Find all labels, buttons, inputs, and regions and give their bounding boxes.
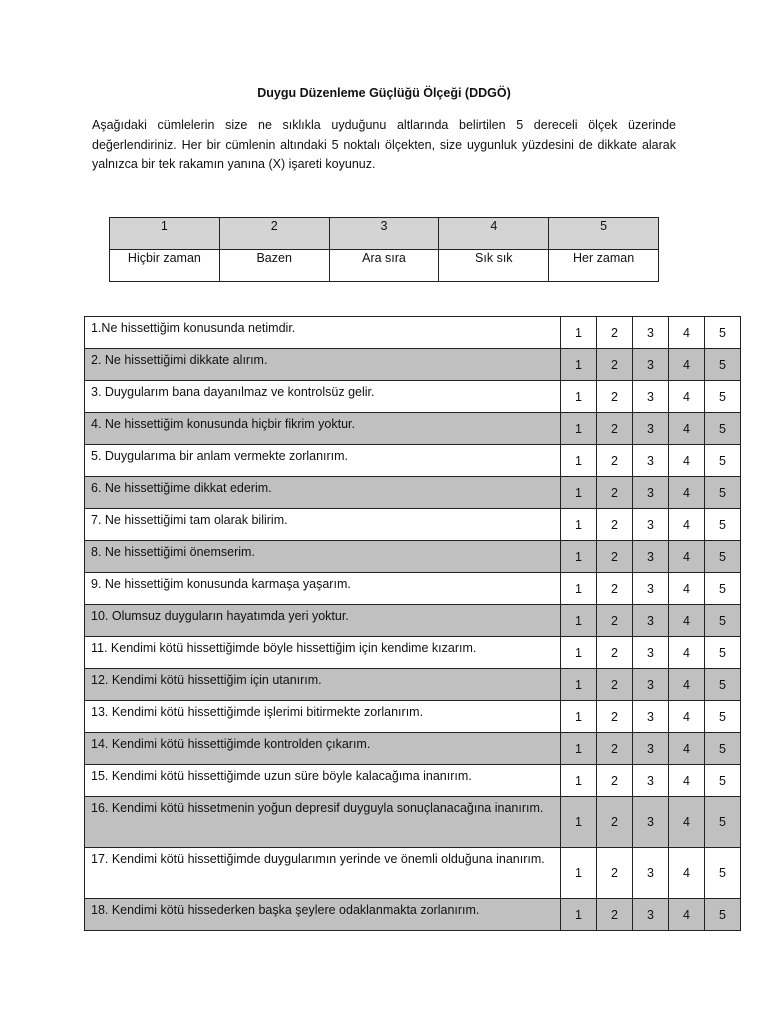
scale-number: 1 bbox=[110, 218, 220, 250]
rating-option[interactable]: 5 bbox=[705, 573, 741, 605]
item-text: 15. Kendimi kötü hissettiğimde uzun süre böyle kalacağıma inanırım. bbox=[85, 765, 561, 797]
rating-option[interactable]: 1 bbox=[561, 541, 597, 573]
rating-option[interactable]: 2 bbox=[597, 573, 633, 605]
item-text: 3. Duygularım bana dayanılmaz ve kontrolsüz gelir. bbox=[85, 381, 561, 413]
table-row bbox=[85, 669, 741, 701]
rating-option[interactable]: 1 bbox=[561, 445, 597, 477]
rating-option[interactable]: 3 bbox=[633, 381, 669, 413]
scale-label: Sık sık bbox=[439, 250, 549, 282]
item-text: 4. Ne hissettiğim konusunda hiçbir fikrim yoktur. bbox=[85, 413, 561, 445]
item-text: 13. Kendimi kötü hissettiğimde işlerimi bitirmekte zorlanırım. bbox=[85, 701, 561, 733]
rating-option[interactable]: 2 bbox=[597, 701, 633, 733]
rating-option[interactable]: 4 bbox=[669, 381, 705, 413]
item-text: 8. Ne hissettiğimi önemserim. bbox=[85, 541, 561, 573]
rating-option[interactable]: 2 bbox=[597, 797, 633, 848]
rating-option[interactable]: 2 bbox=[597, 381, 633, 413]
item-text: 5. Duygularıma bir anlam vermekte zorlanırım. bbox=[85, 445, 561, 477]
rating-option[interactable]: 1 bbox=[561, 701, 597, 733]
rating-option[interactable]: 2 bbox=[597, 637, 633, 669]
table-row bbox=[85, 637, 741, 669]
instructions: Aşağıdaki cümlelerin size ne sıklıkla uyduğunu altlarında belirtilen 5 dereceli ölçek üzerinde değerlendiriniz. Her bir cümlenin altındaki 5 noktalı ölçekten, size uygunluk yüzdesini de dikkate alarak yalnızca bir tek rakamın yanına (X) işareti koyunuz. bbox=[92, 118, 676, 171]
item-text: 11. Kendimi kötü hissettiğimde böyle hissettiğim için kendime kızarım. bbox=[85, 637, 561, 669]
rating-option[interactable]: 3 bbox=[633, 445, 669, 477]
rating-option[interactable]: 1 bbox=[561, 637, 597, 669]
rating-option[interactable]: 1 bbox=[561, 797, 597, 848]
rating-option[interactable]: 2 bbox=[597, 765, 633, 797]
table-row bbox=[85, 701, 741, 733]
table-row bbox=[85, 899, 741, 931]
rating-option[interactable]: 2 bbox=[597, 669, 633, 701]
rating-option[interactable]: 1 bbox=[561, 317, 597, 349]
rating-option[interactable]: 3 bbox=[633, 573, 669, 605]
rating-option[interactable]: 2 bbox=[597, 445, 633, 477]
scale-number: 4 bbox=[439, 218, 549, 250]
table-row bbox=[85, 509, 741, 541]
rating-option[interactable]: 5 bbox=[705, 899, 741, 931]
item-text: 6. Ne hissettiğime dikkat ederim. bbox=[85, 477, 561, 509]
rating-option[interactable]: 3 bbox=[633, 605, 669, 637]
rating-option[interactable]: 5 bbox=[705, 701, 741, 733]
rating-option[interactable]: 1 bbox=[561, 573, 597, 605]
item-text: 9. Ne hissettiğim konusunda karmaşa yaşarım. bbox=[85, 573, 561, 605]
table-row bbox=[85, 797, 741, 848]
rating-option[interactable]: 3 bbox=[633, 349, 669, 381]
rating-option[interactable]: 2 bbox=[597, 317, 633, 349]
rating-option[interactable]: 5 bbox=[705, 765, 741, 797]
rating-option[interactable]: 2 bbox=[597, 477, 633, 509]
rating-option[interactable]: 1 bbox=[561, 765, 597, 797]
scale-label: Her zaman bbox=[549, 250, 659, 282]
rating-option[interactable]: 1 bbox=[561, 413, 597, 445]
rating-option[interactable]: 4 bbox=[669, 477, 705, 509]
scale-label: Hiçbir zaman bbox=[110, 250, 220, 282]
rating-option[interactable]: 1 bbox=[561, 509, 597, 541]
table-row bbox=[85, 765, 741, 797]
item-text: 17. Kendimi kötü hissettiğimde duygularımın yerinde ve önemli olduğuna inanırım. bbox=[85, 848, 561, 899]
rating-option[interactable]: 1 bbox=[561, 669, 597, 701]
scale-number: 3 bbox=[329, 218, 439, 250]
item-text: 7. Ne hissettiğimi tam olarak bilirim. bbox=[85, 509, 561, 541]
scale-label: Bazen bbox=[219, 250, 329, 282]
rating-option[interactable]: 3 bbox=[633, 669, 669, 701]
rating-option[interactable]: 1 bbox=[561, 605, 597, 637]
rating-option[interactable]: 5 bbox=[705, 797, 741, 848]
rating-option[interactable]: 4 bbox=[669, 848, 705, 899]
rating-option[interactable]: 5 bbox=[705, 669, 741, 701]
rating-option[interactable]: 5 bbox=[705, 848, 741, 899]
table-row bbox=[85, 349, 741, 381]
rating-option[interactable]: 5 bbox=[705, 317, 741, 349]
rating-option[interactable]: 2 bbox=[597, 509, 633, 541]
rating-option[interactable]: 3 bbox=[633, 637, 669, 669]
rating-option[interactable]: 3 bbox=[633, 797, 669, 848]
rating-option[interactable]: 3 bbox=[633, 317, 669, 349]
table-row bbox=[85, 573, 741, 605]
item-text: 14. Kendimi kötü hissettiğimde kontrolden çıkarım. bbox=[85, 733, 561, 765]
page-title: Duygu Düzenleme Güçlüğü Ölçeği (DDGÖ) bbox=[257, 86, 511, 100]
table-row bbox=[85, 848, 741, 899]
rating-option[interactable]: 2 bbox=[597, 413, 633, 445]
scale-number: 2 bbox=[219, 218, 329, 250]
item-text: 16. Kendimi kötü hissetmenin yoğun depresif duyguyla sonuçlanacağına inanırım. bbox=[85, 797, 561, 848]
rating-option[interactable]: 5 bbox=[705, 381, 741, 413]
rating-option[interactable]: 5 bbox=[705, 413, 741, 445]
rating-option[interactable]: 5 bbox=[705, 349, 741, 381]
rating-option[interactable]: 5 bbox=[705, 637, 741, 669]
rating-option[interactable]: 5 bbox=[705, 733, 741, 765]
scale-number: 5 bbox=[549, 218, 659, 250]
rating-option[interactable]: 4 bbox=[669, 349, 705, 381]
rating-option[interactable]: 2 bbox=[597, 899, 633, 931]
rating-option[interactable]: 4 bbox=[669, 701, 705, 733]
rating-option[interactable]: 1 bbox=[561, 733, 597, 765]
rating-option[interactable]: 3 bbox=[633, 733, 669, 765]
table-row bbox=[85, 381, 741, 413]
rating-option[interactable]: 4 bbox=[669, 317, 705, 349]
rating-option[interactable]: 1 bbox=[561, 349, 597, 381]
rating-option[interactable]: 1 bbox=[561, 899, 597, 931]
rating-option[interactable]: 3 bbox=[633, 413, 669, 445]
table-row bbox=[85, 733, 741, 765]
rating-option[interactable]: 3 bbox=[633, 541, 669, 573]
item-text: 12. Kendimi kötü hissettiğim için utanırım. bbox=[85, 669, 561, 701]
rating-option[interactable]: 1 bbox=[561, 477, 597, 509]
rating-option[interactable]: 3 bbox=[633, 765, 669, 797]
rating-option[interactable]: 2 bbox=[597, 541, 633, 573]
rating-option[interactable]: 5 bbox=[705, 541, 741, 573]
rating-option[interactable]: 5 bbox=[705, 477, 741, 509]
rating-option[interactable]: 5 bbox=[705, 509, 741, 541]
rating-option[interactable]: 4 bbox=[669, 669, 705, 701]
rating-option[interactable]: 4 bbox=[669, 509, 705, 541]
rating-option[interactable]: 5 bbox=[705, 605, 741, 637]
scale-label: Ara sıra bbox=[329, 250, 439, 282]
rating-option[interactable]: 1 bbox=[561, 381, 597, 413]
rating-option[interactable]: 3 bbox=[633, 701, 669, 733]
rating-option[interactable]: 1 bbox=[561, 848, 597, 899]
rating-option[interactable]: 2 bbox=[597, 605, 633, 637]
rating-option[interactable]: 4 bbox=[669, 797, 705, 848]
rating-option[interactable]: 4 bbox=[669, 637, 705, 669]
item-text: 10. Olumsuz duyguların hayatımda yeri yoktur. bbox=[85, 605, 561, 637]
rating-option[interactable]: 3 bbox=[633, 509, 669, 541]
rating-option[interactable]: 4 bbox=[669, 899, 705, 931]
rating-option[interactable]: 4 bbox=[669, 765, 705, 797]
rating-option[interactable]: 4 bbox=[669, 541, 705, 573]
rating-option[interactable]: 4 bbox=[669, 605, 705, 637]
table-row bbox=[85, 445, 741, 477]
table-row bbox=[85, 317, 741, 349]
scale-legend-table bbox=[109, 217, 659, 282]
rating-option[interactable]: 2 bbox=[597, 349, 633, 381]
table-row bbox=[85, 541, 741, 573]
rating-option[interactable]: 3 bbox=[633, 899, 669, 931]
item-text: 2. Ne hissettiğimi dikkate alırım. bbox=[85, 349, 561, 381]
rating-option[interactable]: 4 bbox=[669, 733, 705, 765]
rating-option[interactable]: 2 bbox=[597, 733, 633, 765]
table-row bbox=[85, 413, 741, 445]
rating-option[interactable]: 2 bbox=[597, 848, 633, 899]
questionnaire-table bbox=[84, 316, 741, 931]
rating-option[interactable]: 3 bbox=[633, 477, 669, 509]
table-row bbox=[85, 605, 741, 637]
rating-option[interactable]: 4 bbox=[669, 445, 705, 477]
table-row bbox=[85, 477, 741, 509]
rating-option[interactable]: 5 bbox=[705, 445, 741, 477]
rating-option[interactable]: 3 bbox=[633, 848, 669, 899]
rating-option[interactable]: 4 bbox=[669, 413, 705, 445]
item-text: 1.Ne hissettiğim konusunda netimdir. bbox=[85, 317, 561, 349]
item-text: 18. Kendimi kötü hissederken başka şeylere odaklanmakta zorlanırım. bbox=[85, 899, 561, 931]
rating-option[interactable]: 4 bbox=[669, 573, 705, 605]
